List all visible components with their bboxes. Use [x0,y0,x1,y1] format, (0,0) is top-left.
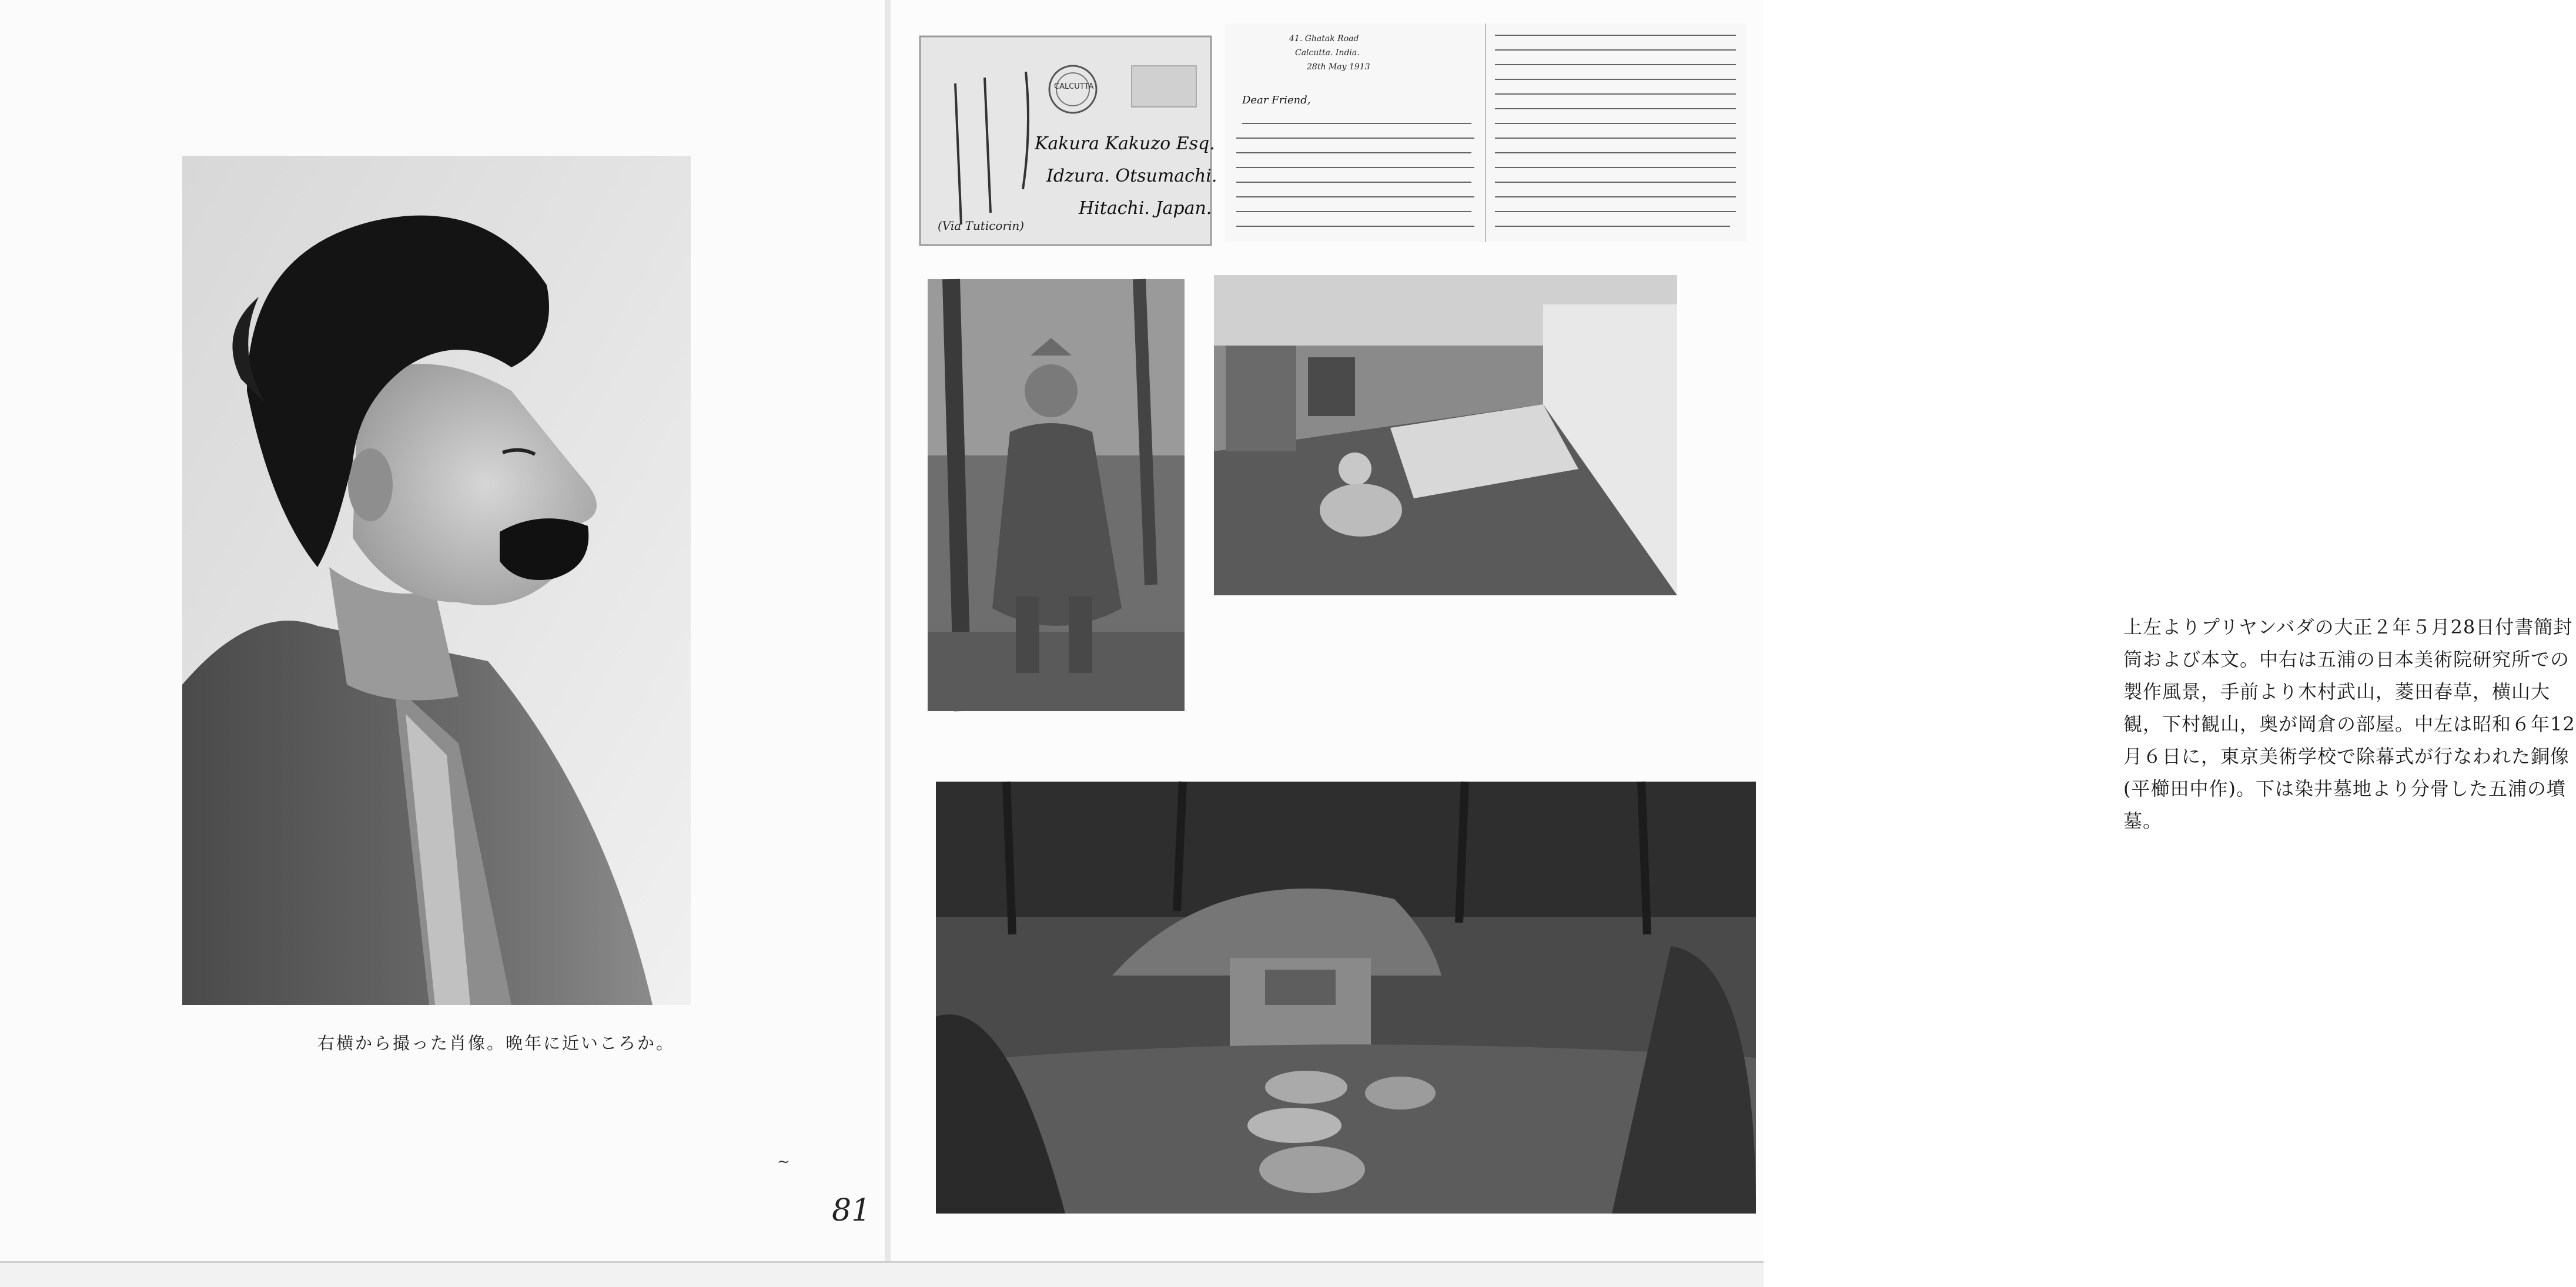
letter-date: 28th May 1913 [1307,62,1370,72]
tomb-photo [936,782,1756,1214]
right-page-caption: 上左よりプリヤンバダの大正２年５月28日付書簡封筒および本文。中右は五浦の日本美術院研究所での製作風景，手前より木村武山，菱田春草，横山大観，下村観山，奥が岡倉の部屋。中左は昭和６年12月６日に，東京美術学校で除幕式が行なわれた銅像(平櫛田中作)。下は染井墓地より分骨した五浦の墳墓。 [2123,616,2575,832]
envelope-address-2: Idzura. Otsumachi. [1046,166,1217,186]
page-bottom-edge [0,1261,1764,1287]
envelope-routing-note: (Via Tuticorin) [938,219,1025,233]
envelope-photo [920,36,1217,245]
left-page [0,0,885,1285]
statue-photo [928,279,1185,711]
studio-photo [1214,275,1677,595]
gutter [885,0,891,1285]
envelope-address-3: Hitachi. Japan. [1079,198,1212,219]
portrait-photo [182,156,691,1005]
letter-header-1: 41. Ghatak Road [1289,34,1359,43]
portrait-caption: 右横から撮った肖像。晩年に近いころか。 [317,1033,675,1053]
page-number: 81 [832,1193,871,1228]
right-page [891,0,2575,1285]
letter-header-2: Calcutta. India. [1295,48,1360,58]
envelope-address-1: Kakura Kakuzo Esq. [1035,133,1215,154]
stray-mark: ~ [777,1153,790,1171]
letter-photo [1225,24,1747,242]
envelope-postmark: CALCUTTA [1054,82,1094,91]
portrait-image [182,156,691,1005]
letter-salutation: Dear Friend, [1242,94,1311,106]
